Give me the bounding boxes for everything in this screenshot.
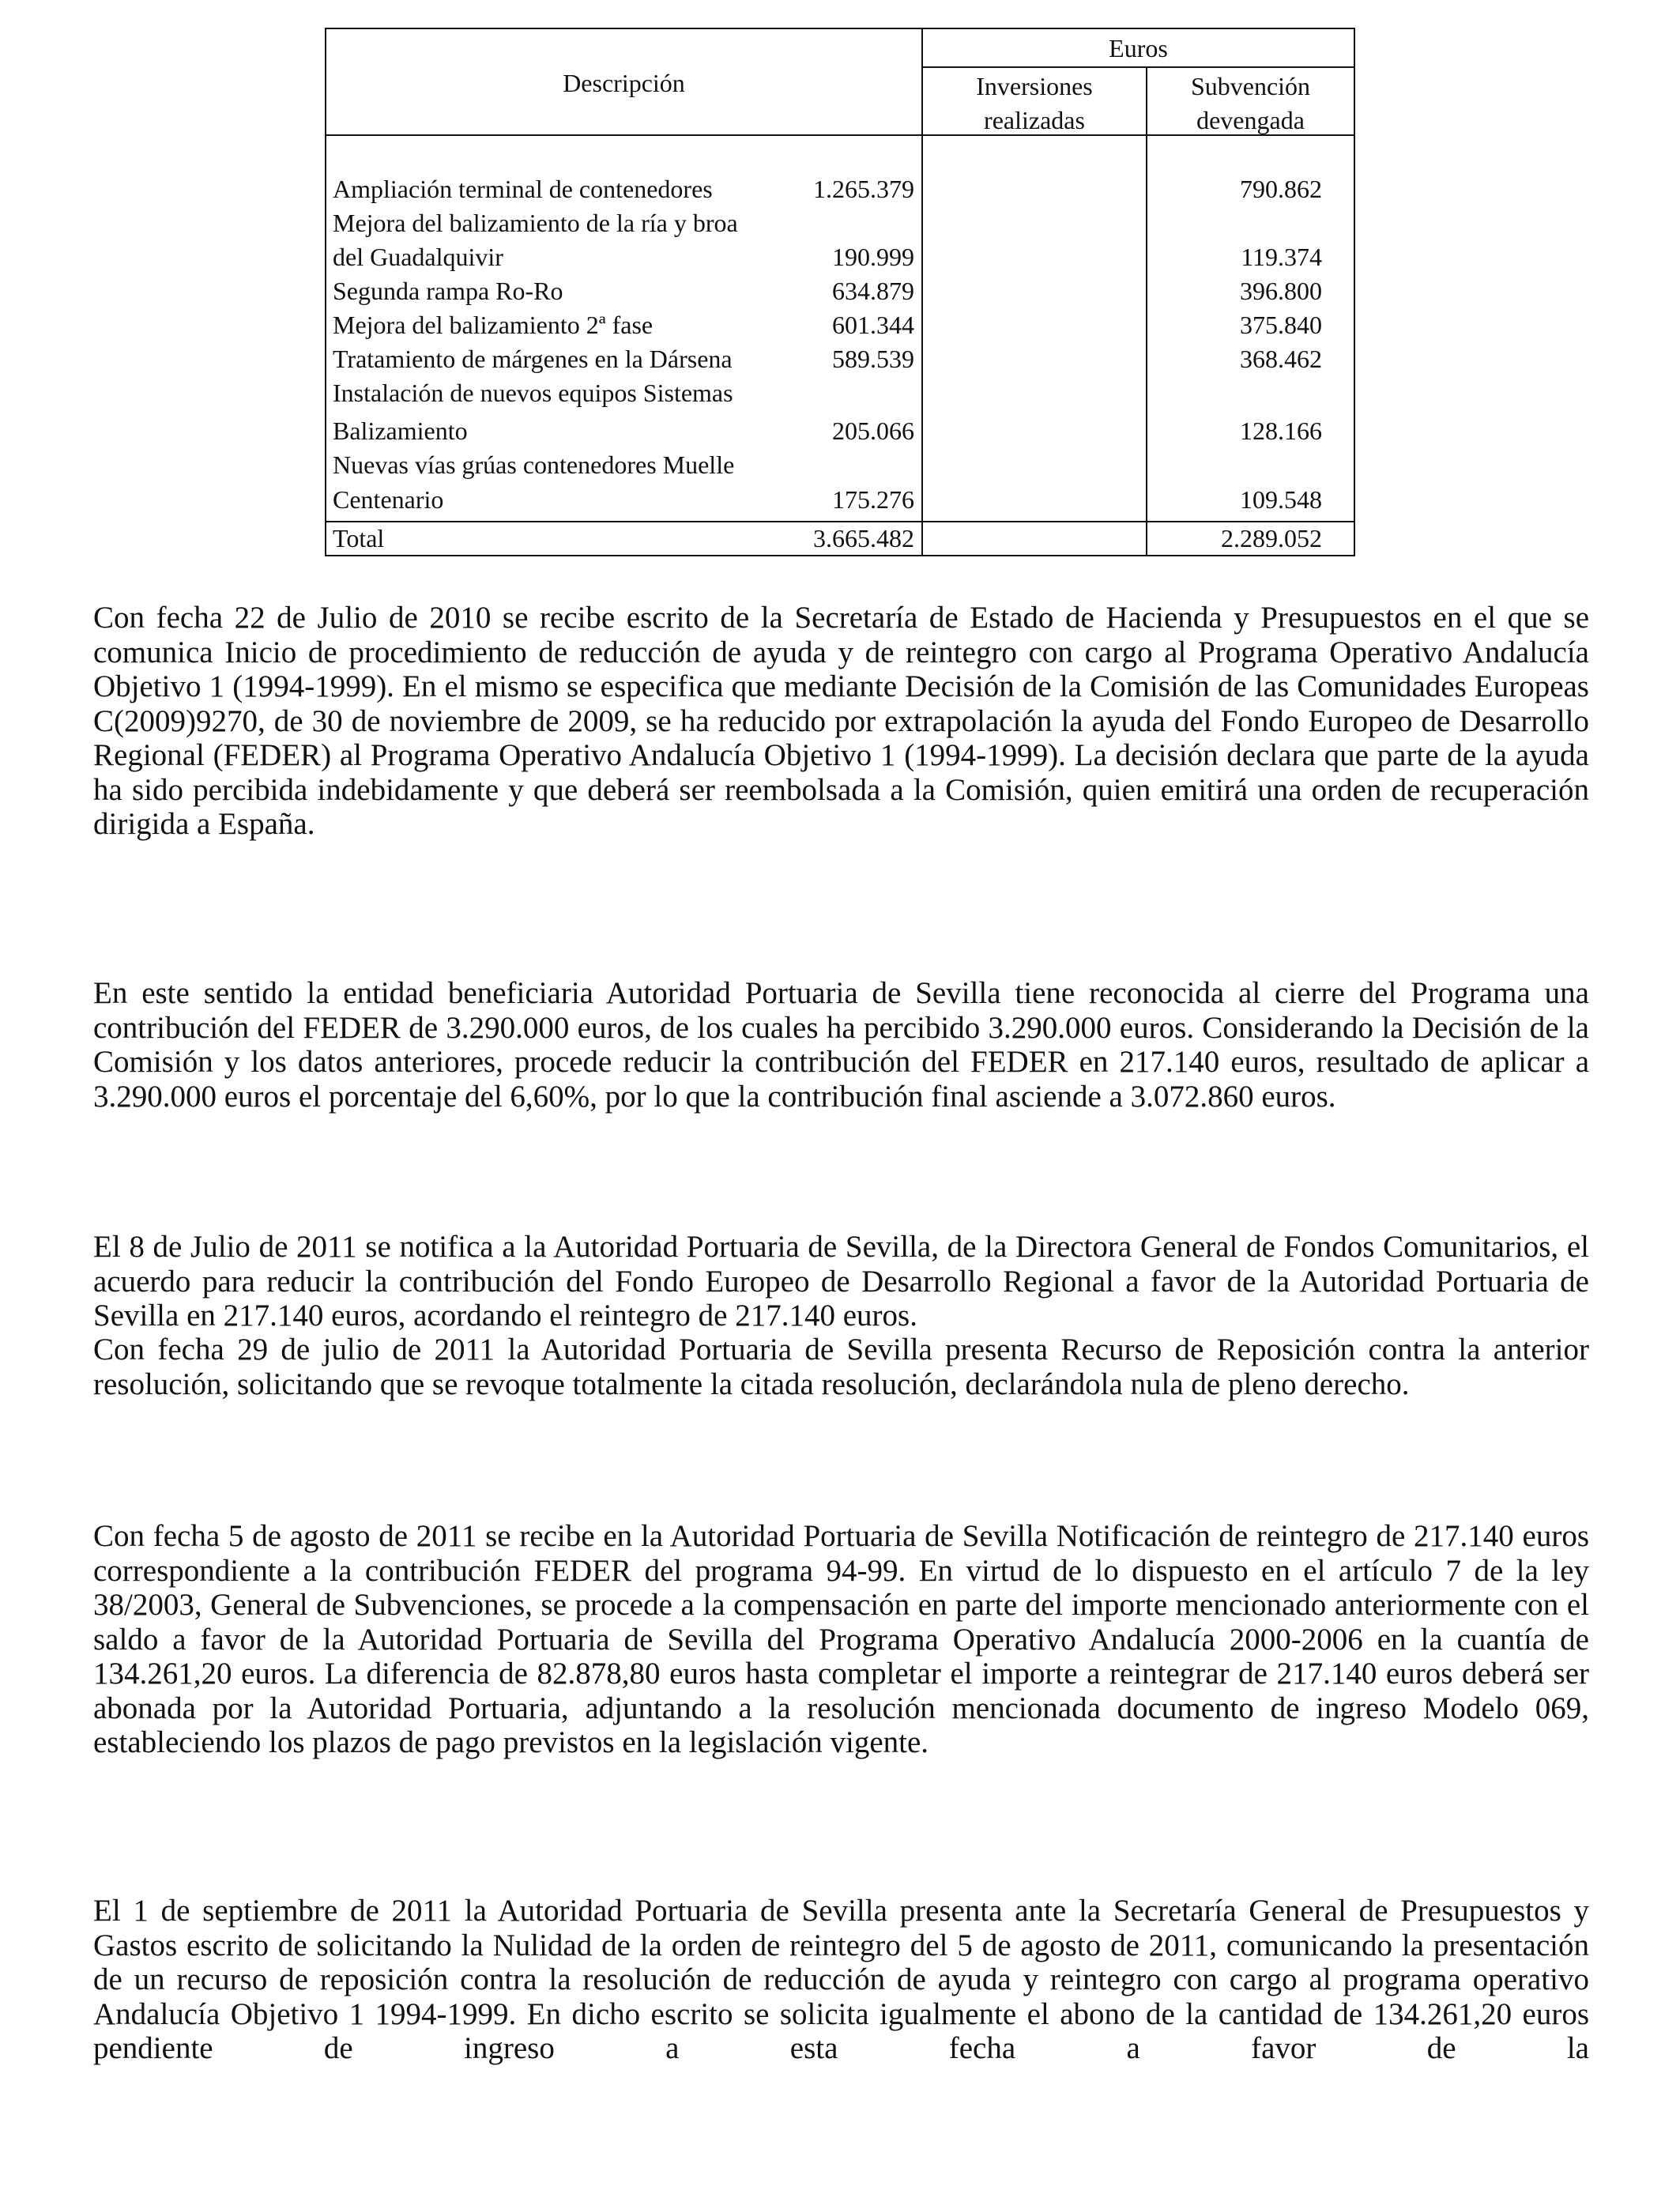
row-description: Mejora del balizamiento de la ría y broa	[333, 209, 738, 237]
total-investment: 3.665.482	[813, 524, 914, 552]
row-description: Segunda rampa Ro-Ro	[333, 277, 563, 305]
row-investment: 205.066	[832, 417, 914, 445]
row-subsidy: 109.548	[1240, 485, 1322, 514]
total-label: Total	[333, 524, 385, 552]
row-subsidy: 375.840	[1240, 311, 1322, 339]
row-investment: 1.265.379	[813, 175, 914, 203]
row-subsidy: 396.800	[1240, 277, 1322, 305]
row-subsidy: 119.374	[1241, 243, 1322, 271]
row-description: Tratamiento de márgenes en la Dársena	[333, 345, 733, 373]
paragraph: El 8 de Julio de 2011 se notifica a la Autoridad Portuaria de Sevilla, de la Directora General de Fondos Comunitarios, el acuerdo para reducir la contribución del Fondo Europeo de Desarrollo Regional a favor de la Autoridad Portuaria de Sevilla en 217.140 euros, acordando el reintegro de 217.140 euros.	[93, 1230, 1589, 1333]
table-col-divider	[1146, 66, 1147, 555]
header-subsidy-line1: Subvención	[1190, 72, 1311, 100]
row-description-cont: del Guadalquivir	[333, 243, 503, 271]
paragraph: Con fecha 29 de julio de 2011 la Autoridad Portuaria de Sevilla presenta Recurso de Reposición contra la anterior resolución, solicitando que se revoque totalmente la citada resolución, declarándola nula de pleno derecho.	[93, 1333, 1589, 1401]
header-subsidy-line2: devengada	[1196, 106, 1305, 134]
row-investment: 589.539	[832, 345, 914, 373]
row-investment: 634.879	[832, 277, 914, 305]
header-investments-line1: Inversiones	[976, 72, 1093, 100]
row-description: Nuevas vías grúas contenedores Muelle	[333, 450, 735, 479]
row-description: Instalación de nuevos equipos Sistemas	[333, 379, 733, 407]
total-subsidy: 2.289.052	[1221, 524, 1322, 552]
investment-table	[325, 28, 1355, 556]
paragraph: Con fecha 22 de Julio de 2010 se recibe escrito de la Secretaría de Estado de Hacienda y Presupuestos en el que se comunica Inicio de procedimiento de reducción de ayuda y de reintegro con cargo al Programa Operativo Andalucía Objetivo 1 (1994-1999). En el mismo se especifica que mediante Decisión de la Comisión de las Comunidades Europeas C(2009)9270, de 30 de noviembre de 2009, se ha reducido por extrapolación la ayuda del Fondo Europeo de Desarrollo Regional (FEDER) al Programa Operativo Andalucía Objetivo 1 (1994-1999). La decisión declara que parte de la ayuda ha sido percibida indebidamente y que deberá ser reembolsada a la Comisión, quien emitirá una orden de recuperación dirigida a España.	[93, 601, 1589, 841]
row-subsidy: 790.862	[1240, 175, 1322, 203]
header-description: Descripción	[563, 69, 685, 97]
paragraph: El 1 de septiembre de 2011 la Autoridad Portuaria de Sevilla presenta ante la Secretaría General de Presupuestos y Gastos escrito de solicitando la Nulidad de la orden de reintegro del 5 de agosto de 2011, comunicando la presentación de un recurso de reposición contra la resolución de reducción de ayuda y reintegro con cargo al programa operativo Andalucía Objetivo 1 1994-1999. En dicho escrito se solicita igualmente el abono de la cantidad de 134.261,20 euros pendiente de ingreso a esta fecha a favor de la	[93, 1894, 1589, 2065]
row-investment: 601.344	[832, 311, 914, 339]
row-description: Ampliación terminal de contenedores	[333, 175, 713, 203]
row-subsidy: 128.166	[1240, 417, 1322, 445]
row-description-cont: Centenario	[333, 485, 444, 514]
header-currency: Euros	[1109, 34, 1168, 62]
header-investments-line2: realizadas	[984, 106, 1085, 134]
row-description: Mejora del balizamiento 2ª fase	[333, 311, 654, 339]
row-subsidy: 368.462	[1240, 345, 1322, 373]
paragraph: Con fecha 5 de agosto de 2011 se recibe en la Autoridad Portuaria de Sevilla Notificación de reintegro de 217.140 euros correspondiente a la contribución FEDER del programa 94-99. En virtud de lo dispuesto en el artículo 7 de la ley 38/2003, General de Subvenciones, se procede a la compensación en parte del importe mencionado anteriormente con el saldo a favor de la Autoridad Portuaria de Sevilla del Programa Operativo Andalucía 2000-2006 en la cuantía de 134.261,20 euros. La diferencia de 82.878,80 euros hasta completar el importe a reintegrar de 217.140 euros deberá ser abonada por la Autoridad Portuaria, adjuntando a la resolución mencionada documento de ingreso Modelo 069, estableciendo los plazos de pago previstos en la legislación vigente.	[93, 1519, 1589, 1759]
paragraph: En este sentido la entidad beneficiaria Autoridad Portuaria de Sevilla tiene reconocida al cierre del Programa una contribución del FEDER de 3.290.000 euros, de los cuales ha percibido 3.290.000 euros. Considerando la Decisión de la Comisión y los datos anteriores, procede reducir la contribución del FEDER en 217.140 euros, resultado de aplicar a 3.290.000 euros el porcentaje del 6,60%, por lo que la contribución final asciende a 3.072.860 euros.	[93, 976, 1589, 1114]
row-investment: 190.999	[832, 243, 914, 271]
table-header-divider	[921, 66, 1354, 68]
row-description-cont: Balizamiento	[333, 417, 468, 445]
row-investment: 175.276	[832, 485, 914, 514]
